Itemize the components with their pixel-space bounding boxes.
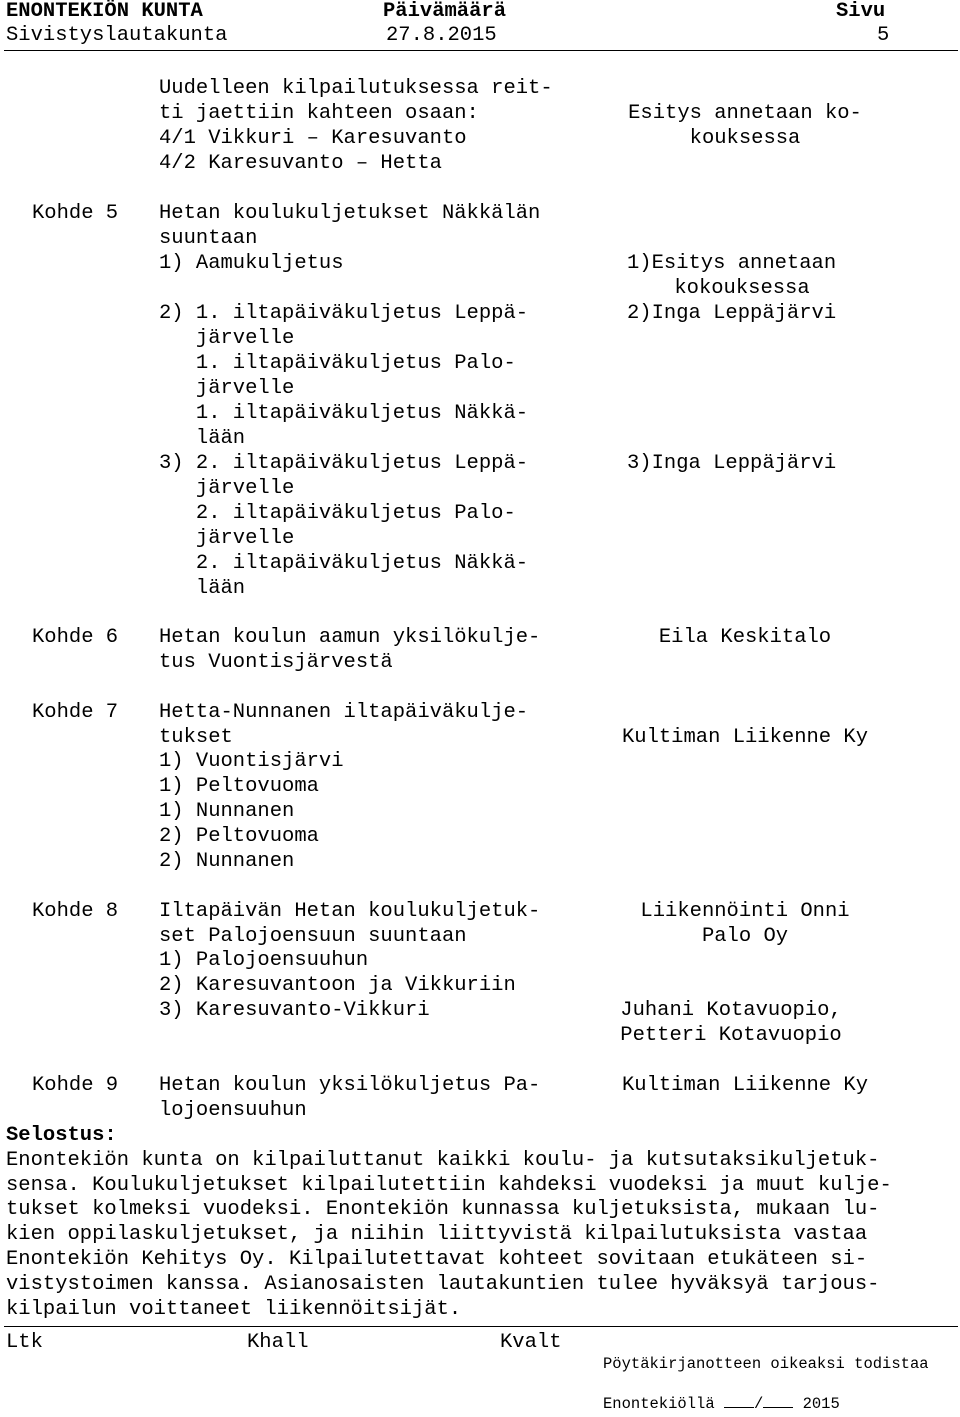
selostus-line: vistystoimen kanssa. Asianosaisten lautakuntien tulee hyväksyä tarjous- <box>6 1273 880 1296</box>
selostus-line: sensa. Koulukuljetukset kilpailutettiin kahdeksi vuodeksi ja muut kulje- <box>6 1174 892 1197</box>
intro-line: 4/2 Karesuvanto – Hetta <box>159 152 442 175</box>
day-blank <box>724 1389 754 1408</box>
kohde-8-line: Iltapäivän Hetan koulukuljetuk- <box>159 900 541 923</box>
kohde-5-line: 1. iltapäiväkuljetus Näkkä- <box>159 402 529 425</box>
kohde-5-label: Kohde 5 <box>32 202 119 225</box>
kohde-5-decision-1b: kokouksessa <box>674 277 810 300</box>
kohde-5-line: suuntaan <box>159 227 258 250</box>
kohde-9-decision: Kultiman Liikenne Ky <box>621 1074 869 1097</box>
page-number: 5 <box>877 24 890 47</box>
kohde-8-decision-b: Petteri Kotavuopio <box>620 1024 842 1047</box>
selostus-line: Enontekiön kunta on kilpailuttanut kaikki koulu- ja kutsutaksikuljetuk- <box>6 1149 880 1172</box>
kohde-5-line: 2. iltapäiväkuljetus Palo- <box>159 502 516 525</box>
kohde-6-line: Hetan koulun aamun yksilökulje- <box>159 626 541 649</box>
kohde-7-label: Kohde 7 <box>32 701 119 724</box>
kohde-5-line: 1) Aamukuljetus <box>159 252 344 275</box>
kohde-8-decision-b: Juhani Kotavuopio, <box>620 999 842 1022</box>
kohde-5-line: lään <box>159 577 246 600</box>
signature-year: 2015 <box>802 1395 840 1413</box>
kohde-7-line: tukset <box>159 726 233 749</box>
intro-line: ti jaettiin kahteen osaan: <box>159 102 479 125</box>
selostus-line: kien oppilaskuljetukset, ja niihin liittyvistä kilpailutuksista vastaa <box>6 1223 868 1246</box>
kohde-5-line: 2) 1. iltapäiväkuljetus Leppä- <box>159 302 529 325</box>
selostus-line: tukset kolmeksi vuodeksi. Enontekiön kunnassa kuljetuksista, mukaan lu- <box>6 1198 880 1221</box>
kohde-5-line: Hetan koulukuljetukset Näkkälän <box>159 202 541 225</box>
municipality-name: ENONTEKIÖN KUNTA <box>6 0 203 23</box>
kohde-5-line: järvelle <box>159 327 295 350</box>
kohde-8-line: set Palojoensuun suuntaan <box>159 925 467 948</box>
kohde-7-line: 2) Peltovuoma <box>159 825 319 848</box>
kohde-7-line: Hetta-Nunnanen iltapäiväkulje- <box>159 701 529 724</box>
meeting-date: 27.8.2015 <box>386 24 497 47</box>
kohde-6-label: Kohde 6 <box>32 626 119 649</box>
page-label: Sivu <box>836 0 886 23</box>
kohde-5-line: lään <box>159 427 246 450</box>
date-label: Päivämäärä <box>383 0 507 23</box>
signature-line <box>603 1389 840 1417</box>
kohde-7-line: 1) Peltovuoma <box>159 775 319 798</box>
kohde-7-line: 1) Vuontisjärvi <box>159 750 344 773</box>
kohde-8-label: Kohde 8 <box>32 900 119 923</box>
intro-line: 4/1 Vikkuri – Karesuvanto <box>159 127 467 150</box>
place-name: Enontekiöllä <box>603 1395 715 1413</box>
kohde-8-decision-a: Palo Oy <box>701 925 789 948</box>
kohde-5-line: 3) 2. iltapäiväkuljetus Leppä- <box>159 452 529 475</box>
kohde-8-decision-a: Liikennöinti Onni <box>640 900 850 923</box>
month-blank <box>763 1389 793 1408</box>
selostus-heading: Selostus: <box>6 1124 117 1147</box>
intro-decision: Esitys annetaan ko- <box>628 102 862 125</box>
kohde-9-label: Kohde 9 <box>32 1074 119 1097</box>
kohde-5-decision-3: 3)Inga Leppäjärvi <box>627 452 837 475</box>
board-name: Sivistyslautakunta <box>6 24 228 47</box>
kohde-7-decision: Kultiman Liikenne Ky <box>621 726 869 749</box>
date-slash: / <box>753 1395 764 1413</box>
kohde-6-decision: Eila Keskitalo <box>658 626 832 649</box>
kohde-8-line: 2) Karesuvantoon ja Vikkuriin <box>159 974 516 997</box>
footer-ltk: Ltk <box>6 1331 43 1354</box>
kohde-7-line: 2) Nunnanen <box>159 850 295 873</box>
kohde-5-line: järvelle <box>159 377 295 400</box>
kohde-5-line: 2. iltapäiväkuljetus Näkkä- <box>159 552 529 575</box>
kohde-5-line: järvelle <box>159 527 295 550</box>
footer-khall: Khall <box>247 1331 309 1354</box>
kohde-9-line: lojoensuuhun <box>159 1099 307 1122</box>
selostus-line: Enontekiön Kehitys Oy. Kilpailutettavat kohteet sovitaan etukäteen si- <box>6 1248 868 1271</box>
selostus-line: kilpailun voittaneet liikennöitsijät. <box>6 1298 462 1321</box>
footer-rule <box>4 1326 958 1327</box>
certification-text: Pöytäkirjanotteen oikeaksi todistaa <box>603 1355 929 1373</box>
kohde-7-line: 1) Nunnanen <box>159 800 295 823</box>
kohde-8-line: 1) Palojoensuuhun <box>159 949 369 972</box>
kohde-5-decision-2: 2)Inga Leppäjärvi <box>627 302 837 325</box>
kohde-9-line: Hetan koulun yksilökuljetus Pa- <box>159 1074 541 1097</box>
intro-line: Uudelleen kilpailutuksessa reit- <box>159 77 553 100</box>
kohde-5-line: järvelle <box>159 477 295 500</box>
footer-kvalt: Kvalt <box>500 1331 562 1354</box>
intro-decision: kouksessa <box>689 127 801 150</box>
header-rule <box>4 50 958 51</box>
kohde-5-decision-1: 1)Esitys annetaan <box>627 252 837 275</box>
kohde-5-line: 1. iltapäiväkuljetus Palo- <box>159 352 516 375</box>
kohde-8-line: 3) Karesuvanto-Vikkuri <box>159 999 430 1022</box>
kohde-6-line: tus Vuontisjärvestä <box>159 651 393 674</box>
